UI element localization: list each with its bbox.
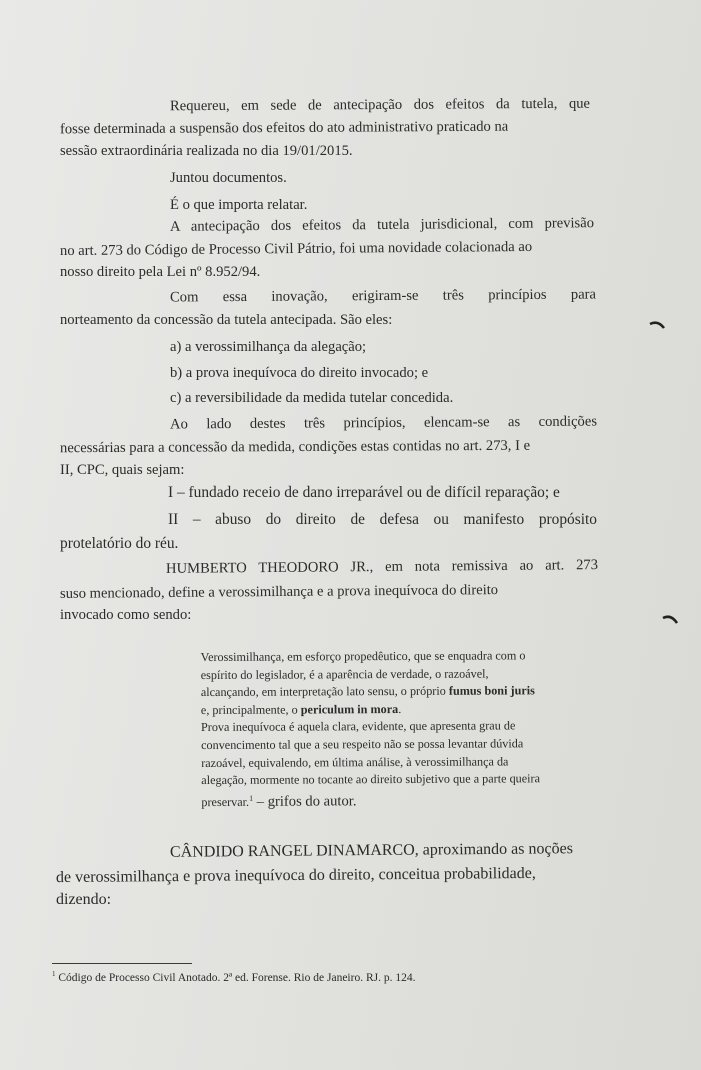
quote-line3 (201, 682, 602, 702)
para2-line3: nosso direito pela Lei nº 8.952/94. (60, 264, 261, 280)
condition-ii-line1: II – abuso do direito de defesa ou manifesto propósito (168, 511, 597, 528)
footnote-text: Código de Processo Civil Anotado. 2ª ed. Forense. Rio de Janeiro. RJ. p. 124. (55, 971, 416, 984)
para3-line1: Com essa inovação, erigiram-se três princípios para (169, 286, 597, 306)
condition-ii-line2: protelatório do réu. (60, 535, 179, 552)
para4-line2: necessárias para a concessão da medida, condições estas contidas no art. 273, I e (59, 437, 531, 457)
footnote-ref: 1 (249, 793, 254, 803)
para5-line3: invocado como sendo: (60, 607, 192, 623)
juntou-documentos: Juntou documentos. (170, 170, 287, 186)
quote-line1: Verossimilhança, em esforço propedêutico, que se enquadra com o (200, 648, 526, 665)
footnote-number: 1 (52, 970, 56, 978)
block-quote (201, 647, 603, 812)
para2-line2: no art. 273 do Código de Processo Civil Pátrio, foi uma novidade colacionada ao (59, 238, 533, 260)
author-theodoro: HUMBERTO THEODORO JR. (165, 559, 370, 577)
para6-line1-rest: , aproximando as noções (414, 840, 573, 859)
para6-line3: dizendo: (56, 891, 112, 908)
quote-line5: Prova inequívoca é aquela clara, evidente, que apresenta grau de (200, 718, 516, 735)
para4-line1: Ao lado destes três princípios, elencam-se as condições (169, 413, 598, 433)
para6-line2: de verossimilhança e prova inequívoca do direito, conceitua probabilidade, (55, 864, 536, 887)
para3-line2: norteamento da concessão da tutela antecipada. São eles: (60, 312, 393, 328)
para5-line1 (166, 556, 598, 578)
para5-line2: suso mencionado, define a verossimilhança e a prova inequívoca do direito (59, 582, 499, 602)
footnote-rule (52, 963, 192, 964)
quote-line4-a: e, principalmente, o (200, 702, 301, 717)
quote-line4 (201, 700, 602, 720)
quote-line9-a: preservar. (201, 794, 250, 809)
para4-line3: II, CPC, quais sejam: (60, 462, 185, 478)
margin-mark-icon (648, 320, 666, 334)
periculum-in-mora: periculum in mora (300, 701, 399, 717)
author-dinamarco: CÂNDIDO RANGEL DINAMARCO (169, 841, 415, 861)
para1-line1: Requereu, em sede de antecipação dos efeitos da tutela, que (169, 95, 591, 115)
para6-line1 (170, 838, 573, 864)
quote-line7: razoável, equivalendo, em última análise, à verossimilhança da (201, 754, 509, 770)
quote-line9 (201, 788, 602, 812)
quote-line3-a: alcançando, em interpretação lato sensu, o próprio (200, 683, 449, 700)
para1-line2: fosse determinada a suspensão dos efeitos do ato administrativo praticado na (59, 118, 509, 138)
principle-a: a) a verossimilhança da alegação; (170, 339, 367, 355)
para1-line3: sessão extraordinária realizada no dia 19/01/2015. (60, 143, 353, 159)
footnote (52, 970, 415, 984)
quote-line6: convencimento tal que a seu respeito não se possa levantar dúvida (201, 736, 524, 753)
fumus-boni-juris: fumus boni juris (448, 683, 535, 698)
quote-line4-c: . (398, 701, 402, 716)
quote-line8: alegação, mormente no tocante ao direito subjetivo que a parte queira (201, 771, 541, 788)
principle-c: c) a reversibilidade da medida tutelar concedida. (170, 390, 454, 406)
principle-b: b) a prova inequívoca do direito invocado; e (170, 365, 429, 381)
condition-i: I – fundado receio de dano irreparável ou de difícil reparação; e (168, 484, 560, 501)
para2-line1: A antecipação dos efeitos da tutela jurisdicional, com previsão (169, 215, 595, 235)
grifos-do-autor: – grifos do autor. (253, 793, 357, 810)
margin-mark-icon (661, 614, 679, 628)
o-que-importa-relatar: É o que importa relatar. (170, 197, 308, 213)
para5-line1-rest: , em nota remissiva ao art. 273 (369, 557, 599, 576)
quote-line2: espírito do legislador, é a aparência de verdade, o razoável, (200, 666, 489, 682)
